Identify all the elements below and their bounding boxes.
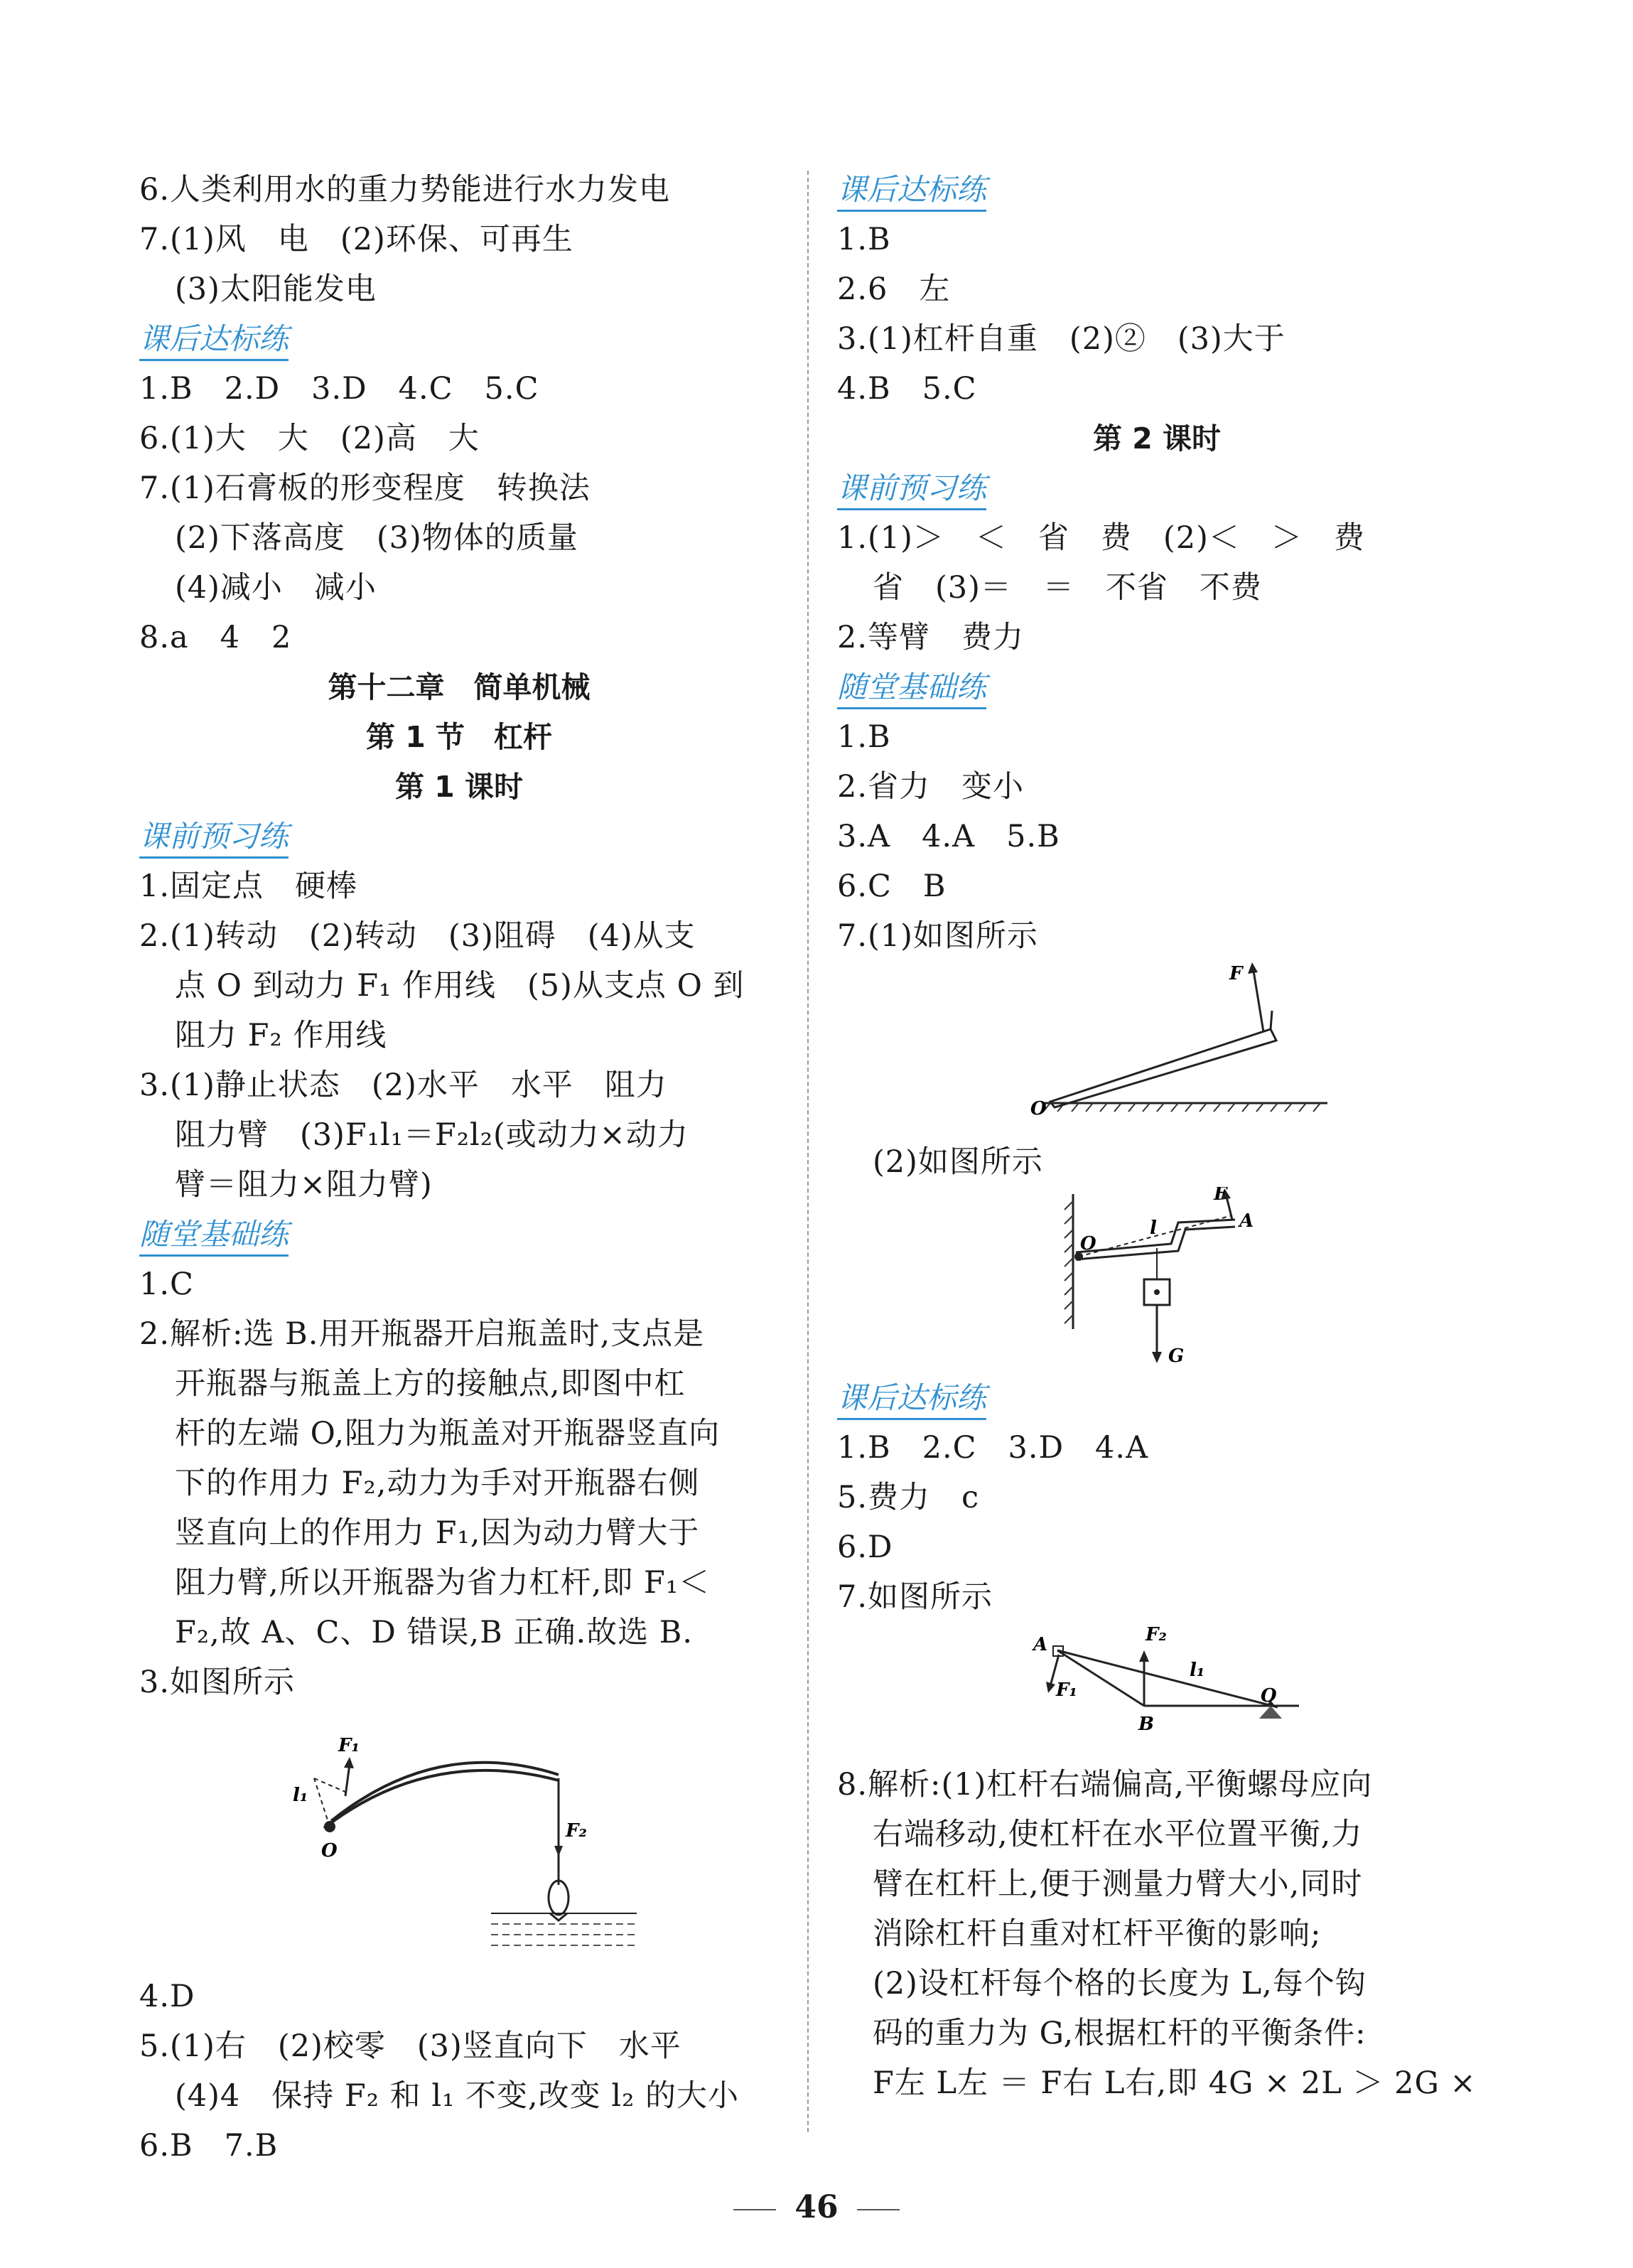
label-o: O	[1261, 1685, 1277, 1707]
lesson-title: 第 2 课时	[1092, 421, 1222, 456]
answer-line: 1.B	[837, 222, 891, 257]
answer-line: 2.解析:选 B.用开瓶器开启瓶盖时,支点是	[139, 1316, 705, 1352]
lever-plank	[1050, 1029, 1276, 1107]
answer-line: 8.解析:(1)杠杆右端偏高,平衡螺母应向	[837, 1767, 1373, 1802]
section-heading: 课前预习练	[837, 463, 1477, 513]
section-heading: 课后达标练	[837, 165, 1477, 215]
f2-arrowhead	[554, 1846, 563, 1856]
answer-line: 7.(1)风 电 (2)环保、可再生	[139, 222, 573, 257]
section-heading: 随堂基础练	[139, 1210, 779, 1259]
answer-line: 臂在杠杆上,便于测量力臂大小,同时	[873, 1866, 1363, 1902]
label-f2: F₂	[1146, 1624, 1167, 1645]
section-heading: 课后达标练	[837, 1373, 1477, 1423]
answer-line: 7.如图所示	[837, 1579, 993, 1615]
label-o: O	[321, 1840, 338, 1861]
triangle-lever-figure	[837, 1622, 1477, 1760]
answer-line: 2.(1)转动 (2)转动 (3)阻碍 (4)从支	[139, 918, 696, 954]
right-column	[837, 165, 1477, 2108]
answer-line: 6.人类利用水的重力势能进行水力发电	[139, 172, 671, 208]
answer-line: 3.(1)杠杆自重 (2)② (3)大于	[837, 321, 1286, 357]
answer-line: 1.(1)＞ ＜ 省 费 (2)＜ ＞ 费	[837, 520, 1365, 556]
answer-line: 2.省力 变小	[837, 769, 1025, 805]
label-l1: l₁	[293, 1785, 308, 1806]
answer-line: 7.(1)石膏板的形变程度 转换法	[139, 471, 591, 506]
lever-top	[1057, 1650, 1278, 1707]
answer-line: (2)下落高度 (3)物体的质量	[175, 520, 578, 556]
answer-line: 下的作用力 F₂,动力为手对开瓶器右侧	[175, 1466, 700, 1501]
label-b: B	[1138, 1714, 1154, 1735]
answer-line: 1.固定点 硬棒	[139, 869, 358, 904]
ramp-lever-figure	[837, 961, 1477, 1137]
label-g: G	[1168, 1345, 1185, 1367]
answer-line: 阻力臂,所以开瓶器为省力杠杆,即 F₁＜	[175, 1565, 711, 1601]
page-footer	[0, 2189, 1633, 2225]
fishing-rod-figure	[139, 1707, 779, 1972]
answer-line: 阻力 F₂ 作用线	[175, 1018, 387, 1053]
answer-line: 臂＝阻力×阻力臂)	[175, 1167, 433, 1203]
answer-line: 开瓶器与瓶盖上方的接触点,即图中杠	[175, 1366, 686, 1402]
fish	[549, 1881, 568, 1915]
footer-dash-right	[857, 2209, 900, 2210]
label-a: A	[1239, 1210, 1254, 1232]
wall-lever-diagram	[837, 1187, 1477, 1373]
answer-line: 省 (3)＝ ＝ 不省 不费	[873, 570, 1262, 606]
answer-line: 1.B 2.D 3.D 4.C 5.C	[139, 371, 539, 407]
answer-line: (3)太阳能发电	[175, 272, 377, 307]
section-heading: 课前预习练	[139, 812, 779, 861]
fishing-rod-diagram	[139, 1707, 779, 1972]
answer-line: 5.费力 c	[837, 1480, 980, 1515]
label-o: O	[1080, 1233, 1096, 1254]
answer-line: 7.(1)如图所示	[837, 918, 1038, 954]
triangle-lever-diagram	[837, 1622, 1477, 1760]
answer-line: 1.B 2.C 3.D 4.A	[837, 1430, 1149, 1466]
label-o: O	[1030, 1098, 1047, 1119]
label-f1: F₁	[338, 1735, 360, 1756]
label-f2: F₂	[566, 1820, 587, 1842]
column-divider	[807, 171, 809, 2132]
answer-line: 6.B 7.B	[139, 2128, 279, 2164]
label-f: F	[1214, 1187, 1227, 1205]
answer-line: 2.6 左	[837, 272, 951, 307]
f-arrow	[1254, 971, 1263, 1032]
left-column	[139, 165, 779, 2171]
l1-arm	[314, 1778, 330, 1827]
chapter-title: 第十二章 简单机械	[328, 670, 591, 704]
answer-line: 2.等臂 费力	[837, 620, 1025, 655]
answer-line: 5.(1)右 (2)校零 (3)竖直向下 水平	[139, 2028, 681, 2064]
label-f1: F₁	[1056, 1679, 1077, 1701]
footer-dash-left	[733, 2209, 776, 2210]
f1-arrowhead	[344, 1757, 354, 1768]
f1-extension	[314, 1778, 347, 1793]
label-f: F	[1229, 963, 1243, 984]
answer-line: (4)4 保持 F₂ 和 l₁ 不变,改变 l₂ 的大小	[175, 2078, 740, 2114]
answer-line: 消除杠杆自重对杠杆平衡的影响;	[873, 1916, 1322, 1952]
answer-line: 6.(1)大 大 (2)高 大	[139, 421, 480, 456]
lesson-title: 第 1 课时	[394, 770, 524, 804]
answer-line: 3.如图所示	[139, 1665, 296, 1700]
f-arrowhead	[1248, 962, 1258, 974]
answer-line: 4.B 5.C	[837, 371, 977, 407]
answer-line: (2)设杠杆每个格的长度为 L,每个钩	[873, 1966, 1367, 2001]
f-arrow	[1227, 1197, 1232, 1220]
rod-curve	[331, 1763, 559, 1821]
page-number: 46	[794, 2189, 839, 2225]
answer-line: 1.B	[837, 719, 891, 755]
answer-line: 点 O 到动力 F₁ 作用线 (5)从支点 O 到	[175, 968, 745, 1004]
answer-line: F₂,故 A、C、D 错误,B 正确.故选 B.	[175, 1615, 694, 1650]
section-heading: 随堂基础练	[837, 662, 1477, 712]
answer-line: 3.A 4.A 5.B	[837, 819, 1060, 854]
answer-line: 竖直向上的作用力 F₁,因为动力臂大于	[175, 1515, 700, 1551]
answer-line: 8.a 4 2	[139, 620, 292, 655]
answer-line: 4.D	[139, 1979, 195, 2014]
answer-line: 6.D	[837, 1530, 893, 1565]
pivot-support	[1259, 1706, 1282, 1719]
answer-line: F左 L左 ＝ F右 L右,即 4G × 2L ＞ 2G ×	[873, 2065, 1477, 2101]
answer-line: 阻力臂 (3)F₁l₁＝F₂l₂(或动力×动力	[175, 1117, 689, 1153]
section-heading: 课后达标练	[139, 314, 779, 364]
answer-line: (2)如图所示	[873, 1144, 1043, 1180]
answer-line: (4)减小 减小	[175, 570, 377, 606]
answer-line: 6.C B	[837, 869, 947, 904]
label-a: A	[1033, 1634, 1048, 1655]
label-l1: l₁	[1190, 1660, 1205, 1681]
wall-lever-figure	[837, 1187, 1477, 1373]
answer-line: 1.C	[139, 1267, 194, 1302]
answer-line: 3.(1)静止状态 (2)水平 水平 阻力	[139, 1068, 667, 1103]
answer-line: 杆的左端 O,阻力为瓶盖对开瓶器竖直向	[175, 1416, 721, 1451]
answer-line: 右端移动,使杠杆在水平位置平衡,力	[873, 1817, 1363, 1852]
f1-arrow	[345, 1764, 350, 1796]
ramp-lever-diagram	[837, 961, 1477, 1137]
answer-line: 码的重力为 G,根据杠杆的平衡条件:	[873, 2016, 1367, 2051]
section-title: 第 1 节 杠杆	[365, 720, 553, 754]
label-l: l	[1150, 1218, 1157, 1239]
